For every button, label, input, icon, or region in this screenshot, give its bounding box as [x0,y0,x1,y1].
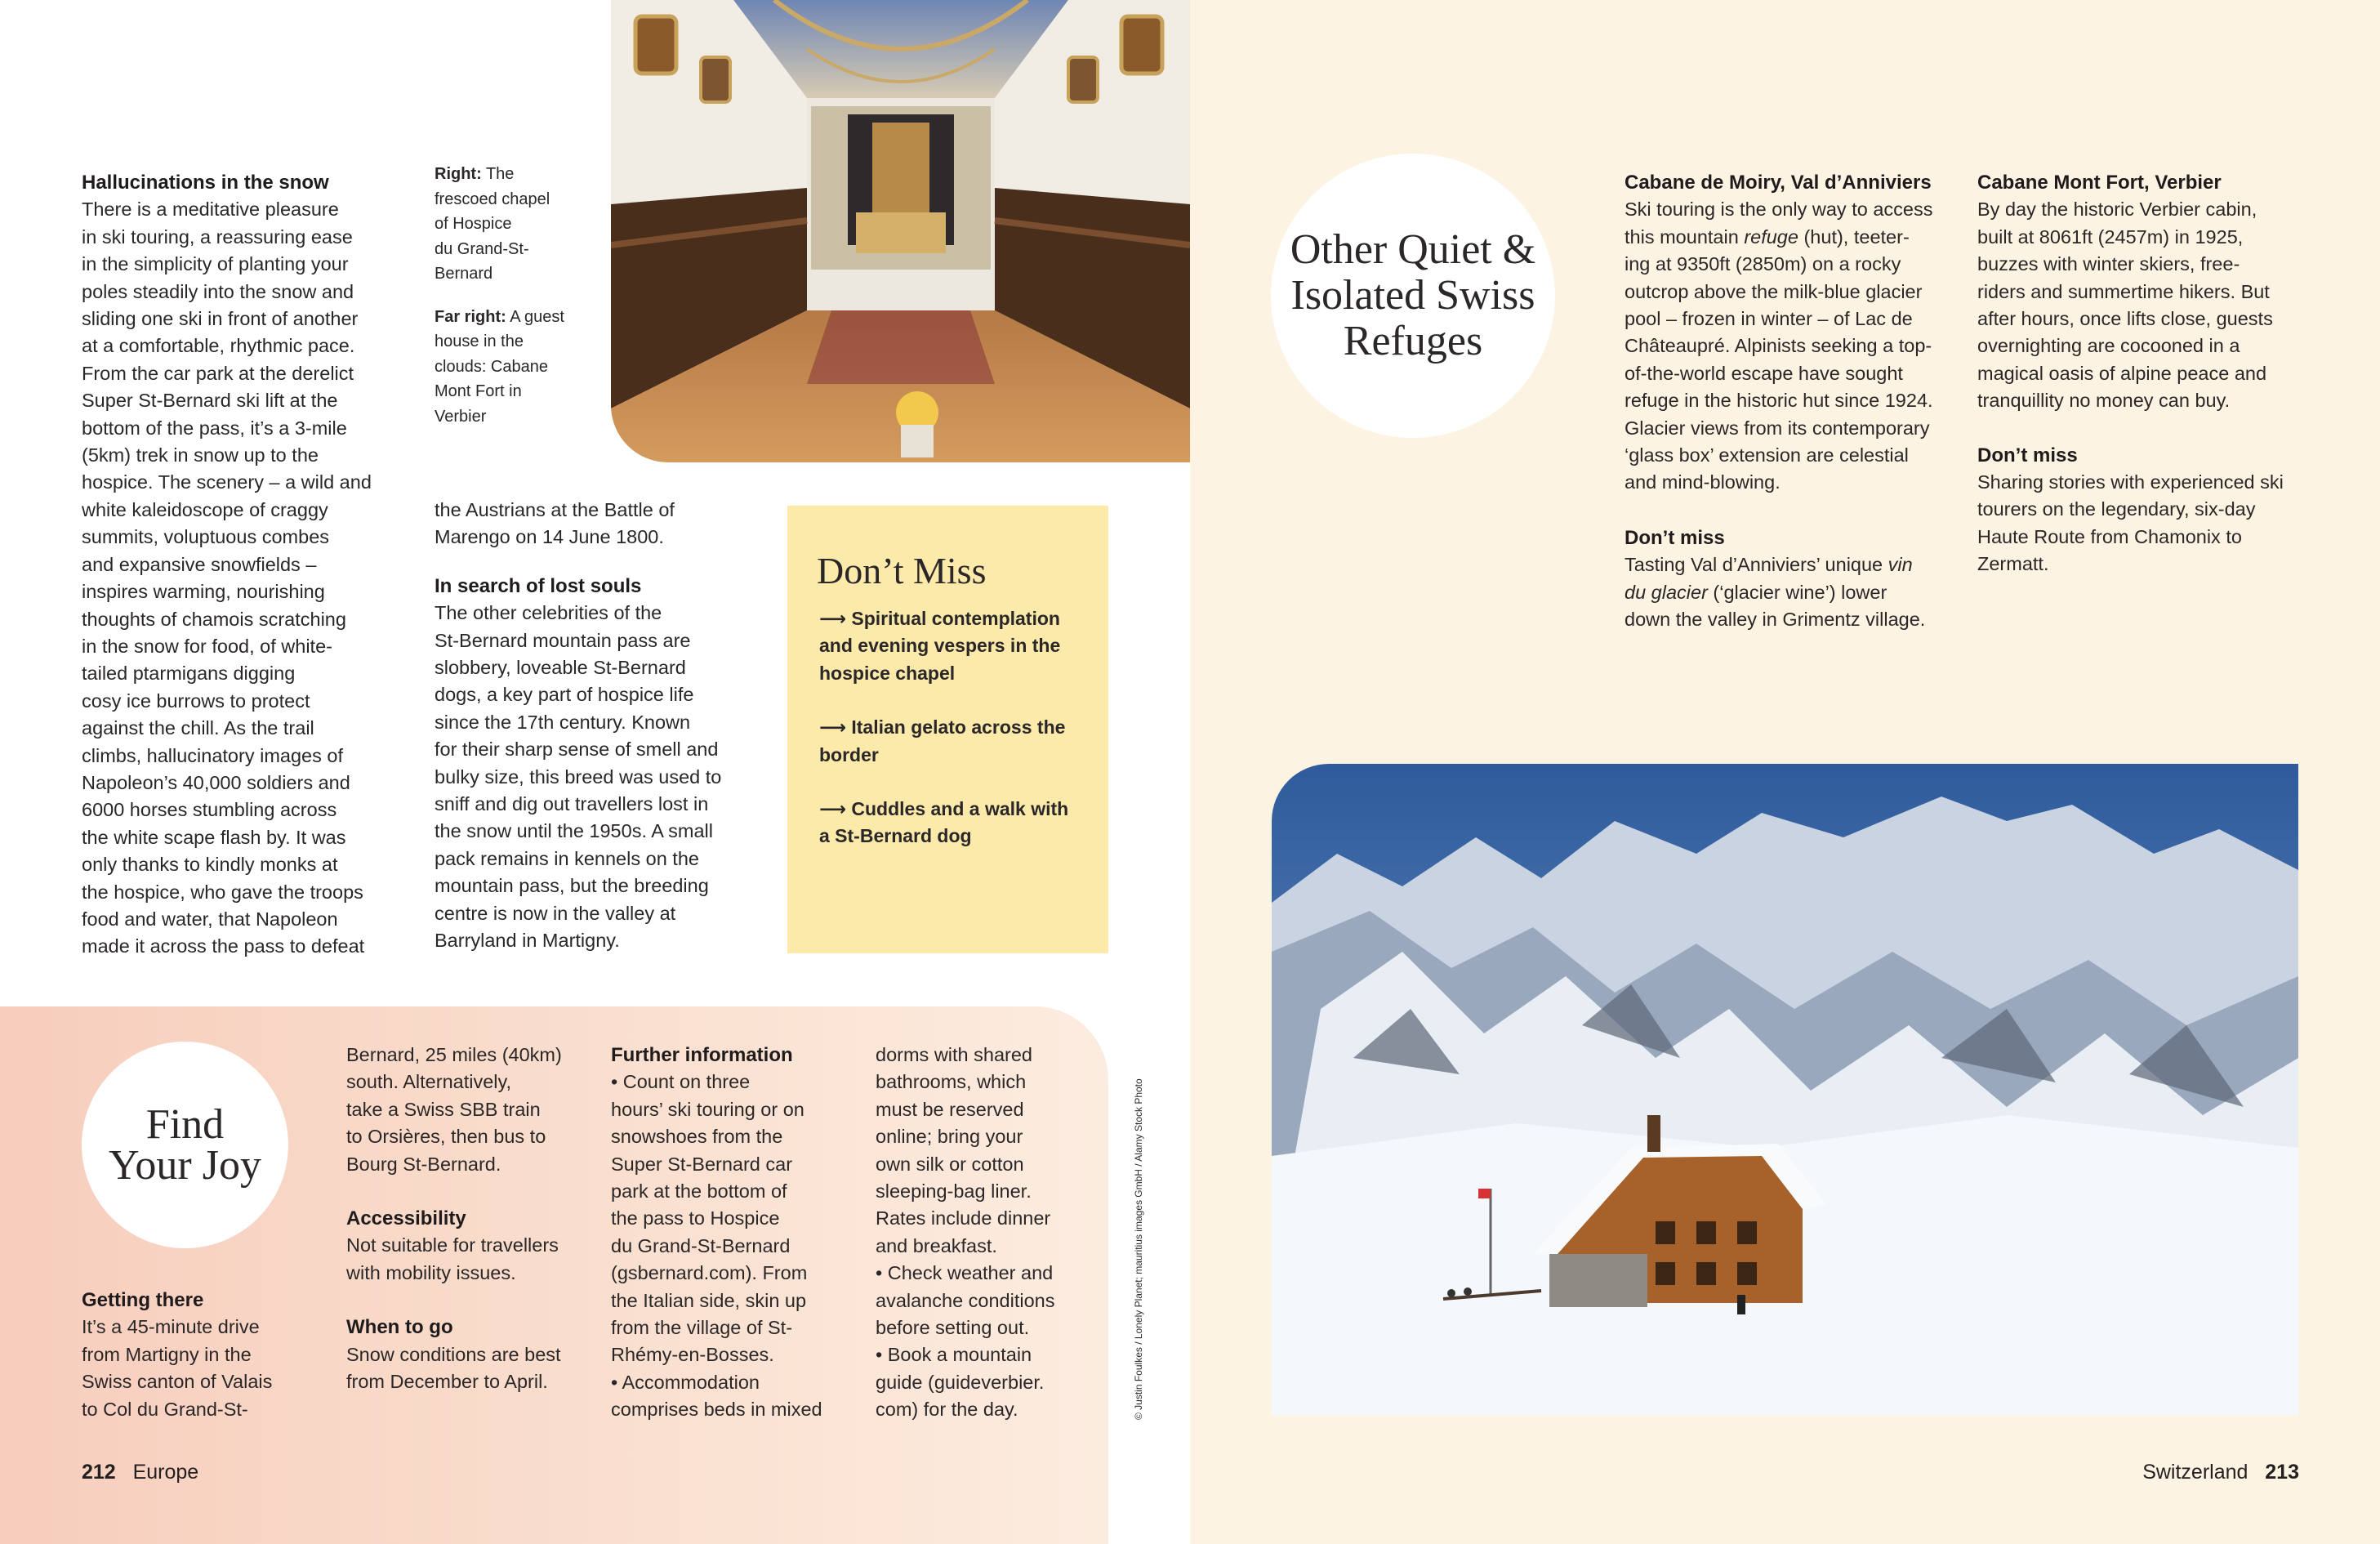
dont-miss-item-text: and evening vespers in the [819,635,1061,657]
text-line: 6000 horses stumbling across [82,799,337,821]
text-line: in ski touring, a reassuring ease [82,225,353,248]
dont-miss-item-line [819,823,1097,850]
text-line: to Col du Grand-St- [82,1398,248,1420]
further-information-heading: Further information [611,1044,793,1066]
text-line: comprises beds in mixed [611,1399,822,1421]
text-segment: ing at 9350ft (2850m) on a rocky [1625,253,1901,275]
text-line: (gsbernard.com). From [611,1262,808,1284]
text-line: (5km) trek in snow up to the [82,444,319,466]
mont-fort-dont-miss-heading: Don’t miss [1977,444,2078,466]
text-line: online; bring your [876,1126,1023,1148]
lost-souls-body [435,600,761,954]
dont-miss-item-text: Spiritual contemplation [851,608,1060,629]
text-line: dorms with shared [876,1044,1032,1065]
text-line: in the snow for food, of white- [82,635,332,657]
text-line: cosy ice burrows to protect [82,689,310,712]
text-segment: outcrop above the milk-blue glacier [1625,280,1923,302]
text-line: Marengo on 14 June 1800. [435,526,664,548]
text-line: snowshoes from the [611,1126,783,1148]
text-line: com) for the day. [876,1399,1018,1421]
text-line: St-Bernard mountain pass are [435,629,691,651]
moiry-dont-miss-body [1625,551,1968,633]
text-segment: refuge in the historic hut since 1924. [1625,390,1933,412]
getting-there-heading: Getting there [82,1289,204,1311]
moiry-dont-miss-heading: Don’t miss [1625,526,1725,549]
mont-fort-body [1977,196,2320,414]
mont-fort-dont-miss-body [1977,469,2320,578]
find-your-joy-title-line1: Find [145,1100,225,1148]
text-segment: pool – frozen in winter – of Lac de [1625,308,1913,330]
text-line: against the chill. As the trail [82,717,314,739]
text-line: only thanks to kindly monks at [82,854,338,876]
text-line: The other celebrities of the [435,602,662,624]
text-line: Bourg St-Bernard. [346,1153,501,1175]
text-line: the Italian side, skin up [611,1289,807,1311]
lost-souls-heading: In search of lost souls [435,574,642,597]
text-line: since the 17th century. Known [435,711,691,733]
text-segment: (‘glacier wine’) lower [1707,581,1888,603]
further-information-body [611,1069,856,1423]
caption-line: Bernard [435,265,493,283]
text-line: dogs, a key part of hospice life [435,684,694,706]
text-line [1625,469,1968,496]
dont-miss-item-text: hospice chapel [819,662,956,684]
text-segment: (hut), teeter- [1798,225,1910,248]
refuges-title [1290,227,1535,364]
text-line: riders and summertime hikers. But [1977,280,2270,302]
caption-line: Mont Fort in [435,382,522,400]
text-line: tranquillity no money can buy. [1977,390,2231,412]
text-line [1625,387,1968,414]
text-line: Rhémy-en-Bosses. [611,1344,774,1366]
text-line: Swiss canton of Valais [82,1371,273,1393]
text-segment: and mind-blowing. [1625,471,1781,493]
text-line [1625,360,1968,387]
text-line: from Martigny in the [82,1343,252,1365]
dont-miss-item-text: a St-Bernard dog [819,825,972,847]
accessibility-body [346,1232,591,1287]
text-line: made it across the pass to defeat [82,935,365,957]
caption-line: du Grand-St- [435,239,529,258]
accessibility-heading: Accessibility [346,1207,466,1230]
moiry-column [1625,169,1968,634]
dont-miss-item-line [819,660,1097,687]
hallucinations-column [82,169,408,961]
when-to-go-body [346,1341,591,1396]
caption-far-right-label: Far right: [435,307,506,326]
text-line: bathrooms, which [876,1071,1027,1093]
text-line: the snow until the 1950s. A small [435,820,713,842]
text-line: take a Swiss SBB train [346,1098,541,1120]
dont-miss-item-line [819,632,1097,659]
text-segment: Glacier views from its contemporary [1625,417,1930,439]
dont-miss-list [819,605,1097,850]
text-line: own silk or cotton [876,1153,1024,1175]
text-line: food and water, that Napoleon [82,908,338,930]
text-line: • Count on three [611,1071,751,1093]
text-line: Super St-Bernard ski lift at the [82,390,338,412]
text-line: from December to April. [346,1371,548,1393]
mont-fort-column [1977,169,2320,578]
left-folio [82,1460,198,1484]
text-line: the hospice, who gave the troops [82,881,363,903]
text-line: Snow conditions are best [346,1343,561,1365]
text-line: mountain pass, but the breeding [435,875,709,897]
left-section-name: Europe [132,1461,199,1484]
text-line: • Book a mountain [876,1344,1032,1366]
lost-souls-column [435,497,761,955]
text-line: south. Alternatively, [346,1071,512,1093]
photo-captions [435,162,598,429]
text-line: to Orsières, then bus to [346,1126,546,1148]
text-line: sniff and dig out travellers lost in [435,793,709,815]
text-line: du Grand-St-Bernard [611,1234,791,1256]
text-line: built at 8061ft (2457m) in 1925, [1977,225,2244,248]
text-line: buzzes with winter skiers, free- [1977,253,2240,275]
text-line: Rates include dinner [876,1207,1051,1229]
refuges-title-line: Other Quiet & [1290,226,1536,273]
dont-miss-item-line [819,796,1097,823]
text-line: sliding one ski in front of another [82,308,359,330]
text-line: From the car park at the derelict [82,362,354,384]
refuges-title-line: Isolated Swiss [1290,272,1535,319]
text-line: at a comfortable, rhythmic pace. [82,335,355,357]
left-page-number: 212 [82,1461,116,1484]
text-line [1625,306,1968,332]
text-line: Napoleon’s 40,000 soldiers and [82,771,350,793]
text-line: There is a meditative pleasure [82,199,339,221]
text-line: the pass to Hospice [611,1207,780,1229]
dont-miss-item-text: Cuddles and a walk with [851,798,1069,820]
text-line: thoughts of chamois scratching [82,608,346,630]
text-line: poles steadily into the snow and [82,280,354,302]
text-line: sleeping-bag liner. [876,1180,1032,1203]
text-line: avalanche conditions [876,1289,1055,1311]
caption-line: house in the [435,332,524,350]
caption-line: A guest [506,307,564,326]
text-segment: Tasting Val d’Anniviers’ unique [1625,554,1888,576]
caption-line: clouds: Cabane [435,357,548,376]
dont-miss-item-line [819,742,1097,769]
text-line: • Accommodation [611,1371,760,1393]
battle-continuation [435,497,761,551]
text-line [1625,551,1968,578]
text-line: • Check weather and [876,1262,1054,1284]
text-line: overnighting are cocooned in a [1977,335,2240,357]
text-segment: Châteaupré. Alpinists seeking a top- [1625,335,1932,357]
dont-miss-item [819,796,1097,850]
text-line: for their sharp sense of smell and [435,739,719,761]
text-line: pack remains in kennels on the [435,847,699,869]
text-line: It’s a 45-minute drive [82,1316,260,1338]
mont-fort-heading: Cabane Mont Fort, Verbier [1977,172,2222,194]
text-line: the Austrians at the Battle of [435,499,675,520]
text-line: Zermatt. [1977,553,2049,575]
italic-term: vin [1888,554,1913,576]
text-line [1625,442,1968,469]
joy-column-3 [611,1042,856,1424]
dont-miss-item-text: Italian gelato across the [851,716,1066,739]
italic-term: du glacier [1625,581,1708,603]
text-line: before setting out. [876,1317,1030,1339]
find-your-joy-circle [82,1042,288,1248]
right-section-name: Switzerland [2142,1461,2249,1484]
getting-there-continuation [346,1042,591,1178]
italic-term: refuge [1744,225,1798,248]
when-to-go-heading: When to go [346,1316,453,1339]
text-line: Haute Route from Chamonix to [1977,525,2242,547]
moiry-body [1625,196,1968,496]
right-folio [2142,1460,2299,1484]
text-line: tailed ptarmigans digging [82,663,296,685]
caption-line: of Hospice [435,215,512,233]
text-line [1625,579,1968,606]
text-line: with mobility issues. [346,1261,516,1283]
text-line: after hours, once lifts close, guests [1977,308,2273,330]
text-line: from the village of St- [611,1317,793,1339]
text-line [1625,606,1968,633]
text-segment: down the valley in Grimentz village. [1625,609,1926,631]
hallucinations-body [82,196,408,960]
accommodation-body [876,1042,1104,1424]
moiry-heading: Cabane de Moiry, Val d’Anniviers [1625,172,1932,194]
text-line: and breakfast. [876,1234,997,1256]
text-segment: ‘glass box’ extension are celestial [1625,444,1909,466]
find-your-joy-title-line2: Your Joy [109,1141,261,1189]
refuges-title-circle [1271,154,1555,438]
dont-miss-item [819,714,1097,769]
text-line [1625,196,1968,223]
text-line [1625,251,1968,278]
text-line: Sharing stories with experienced ski [1977,471,2284,493]
photo-credit-text: © Justin Foulkes / Lonely Planet; mauritius images GmbH / Alamy Stock Photo [1133,1078,1144,1420]
arrow-icon: ⟶ [819,716,846,739]
caption-far-right [435,305,598,430]
caption-line: Verbier [435,407,487,426]
text-line: bulky size, this breed was used to [435,765,722,788]
text-line: the white scape flash by. It was [82,826,346,848]
frescoed-chapel-photo [611,0,1190,462]
caption-line: The [481,165,515,183]
hallucinations-heading: Hallucinations in the snow [82,172,329,194]
text-line: Barryland in Martigny. [435,930,620,952]
text-line [1625,415,1968,442]
caption-right [435,162,598,287]
joy-column-2 [346,1042,591,1395]
text-line: slobbery, loveable St-Bernard [435,657,686,679]
text-line: Bernard, 25 miles (40km) [346,1044,562,1065]
text-line: tourers on the legendary, six-day [1977,498,2256,520]
joy-column-4 [876,1042,1104,1424]
text-line [1625,332,1968,359]
arrow-icon: ⟶ [819,798,846,820]
text-line: park at the bottom of [611,1180,787,1203]
dont-miss-item-line [819,714,1097,741]
caption-line: frescoed chapel [435,190,550,208]
text-line [1625,279,1968,306]
mountain-cabin-photo [1272,764,2298,1416]
text-line: Super St-Bernard car [611,1153,793,1175]
dont-miss-item-text: border [819,743,879,765]
caption-right-label: Right: [435,165,482,183]
refuges-title-line: Refuges [1343,318,1483,364]
text-line: bottom of the pass, it’s a 3-mile [82,417,347,439]
text-line: climbs, hallucinatory images of [82,744,343,766]
photo-credit [1128,1024,1146,1420]
text-line: magical oasis of alpine peace and [1977,362,2267,384]
text-line: white kaleidoscope of craggy [82,498,328,520]
dont-miss-item [819,605,1097,687]
text-line: hours’ ski touring or on [611,1098,804,1120]
text-line: summits, voluptuous combes [82,526,330,548]
text-segment: Ski touring is the only way to access [1625,199,1933,221]
text-line: and expansive snowfields – [82,553,317,575]
text-line: By day the historic Verbier cabin, [1977,199,2257,221]
text-line: guide (guideverbier. [876,1371,1045,1393]
text-line: centre is now in the valley at [435,902,676,924]
getting-there-body [82,1314,294,1423]
getting-there-block [82,1287,294,1423]
text-line: Not suitable for travellers [346,1234,559,1256]
right-page-number: 213 [2265,1461,2299,1484]
text-line: in the simplicity of planting your [82,253,349,275]
dont-miss-title: Don’t Miss [817,550,987,591]
text-segment: this mountain [1625,225,1745,248]
text-segment: of-the-world escape have sought [1625,362,1903,384]
text-line: inspires warming, nourishing [82,581,325,603]
find-your-joy-title [109,1100,261,1189]
text-line: must be reserved [876,1098,1024,1120]
text-line [1625,224,1968,251]
dont-miss-item-line [819,605,1097,632]
text-line: hospice. The scenery – a wild and [82,471,372,493]
arrow-icon: ⟶ [819,608,846,629]
